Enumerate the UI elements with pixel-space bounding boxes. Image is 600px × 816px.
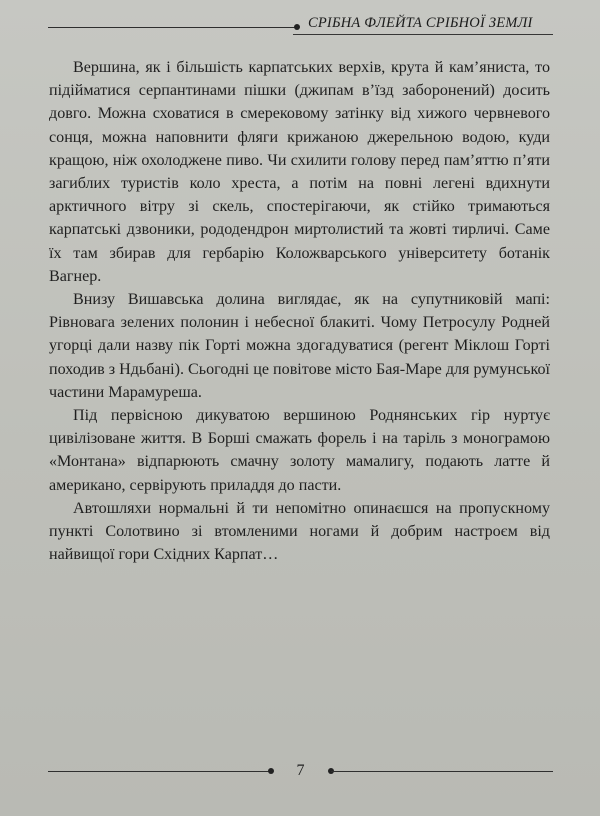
page-number: 7 xyxy=(296,762,305,779)
page-footer xyxy=(48,762,553,782)
header-ornament-dot xyxy=(294,24,300,30)
paragraph-roads: Автошляхи нормальні й ти непомітно опинаєшся на пропускному пункті Солотвино зі втомленими ногами й добрим настроєм від найвищої гори Східних Карпат… xyxy=(49,499,550,564)
header-rule-left xyxy=(48,27,298,28)
header-underline xyxy=(293,34,553,35)
footer-rule-right xyxy=(331,771,553,772)
book-title: СРІБНА ФЛЕЙТА СРІБНОЇ ЗЕМЛІ xyxy=(308,15,533,31)
paragraph-valley: Внизу Вишавська долина виглядає, як на супутниковій мапі: Рівновага зелених полонин і небесної блакиті. Чому Петросулу Родней угорці дали назву пік Горті можна здогадуватися (регент Міклош Горті походив з Ндьбані). Сьогодні це повітове місто Бая-Маре для румунської частини Марамуреша. xyxy=(49,291,550,401)
footer-ornament-dot-left xyxy=(268,768,274,774)
running-header xyxy=(48,14,553,36)
footer-rule-left xyxy=(48,771,270,772)
main-text xyxy=(49,56,550,566)
paragraph-summit: Вершина, як і більшість карпатських верхів, крута й кам’яниста, то підійматися серпантинами пішки (джипам в’їзд заборонений) досить довго. Можна сховатися в смерековому затінку від хижого червневого сонця, можна наповнити фляги крижаною джерельною водою, куди кращою, ніж охолоджене пиво. Чи схилити голову перед пам’яттю п’яти загиблих туристів коло хреста, а потім на повні легені вдихнути арктичного вітру зі скель, спостерігаючи, як стійко тримаються карпатські дзвоники, рододендрон миртолистий та жовті тирличі. Саме їх там збирав для гербарію Коложварського університету ботанік Вагнер. xyxy=(49,59,550,285)
paragraph-borsha: Під первісною дикуватою вершиною Роднянських гір нуртує цивілізоване життя. В Борші смажать форель і на таріль з монограмою «Монтана» відпарюють смачну золоту мамалигу, подають латте й американо, сервірують приладдя до пасти. xyxy=(49,407,550,494)
